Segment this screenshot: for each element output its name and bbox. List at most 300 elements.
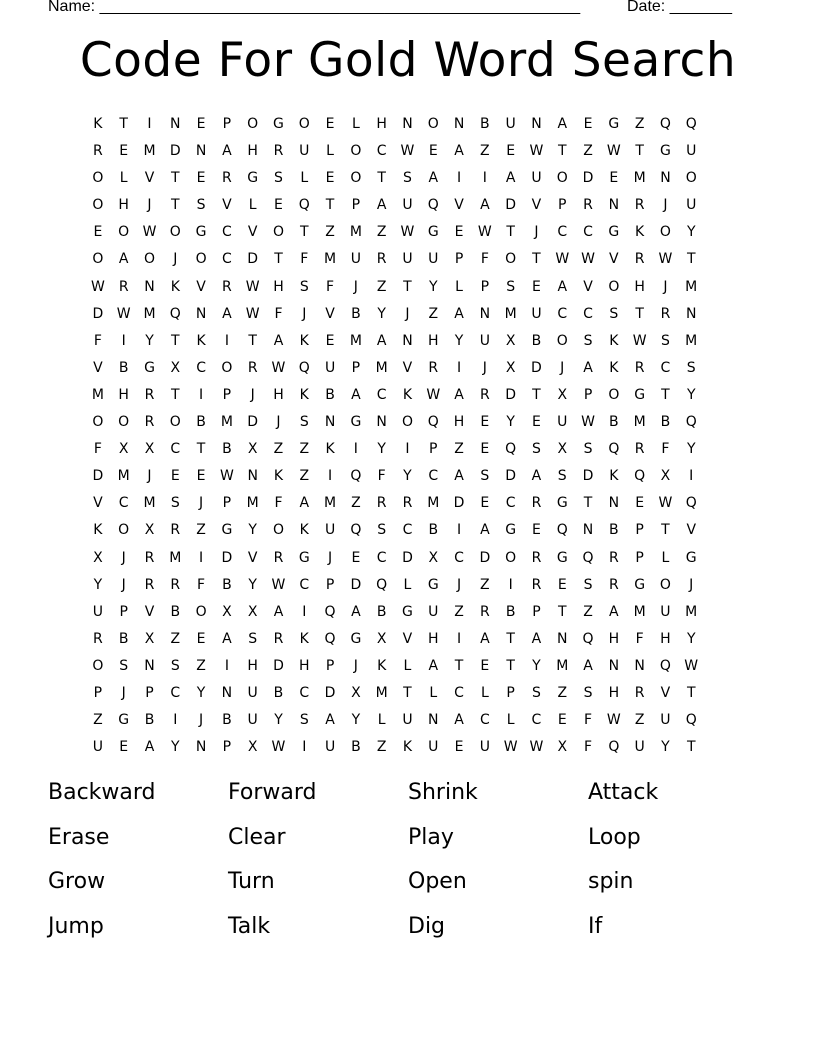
grid-letter: U: [479, 739, 490, 756]
grid-letter: R: [222, 170, 232, 187]
grid-letter: O: [169, 224, 181, 241]
grid-letter: T: [686, 739, 696, 756]
grid-letter: D: [273, 657, 284, 674]
grid-letter: Y: [196, 684, 206, 701]
grid-letter: S: [583, 684, 593, 701]
grid-letter: G: [685, 549, 697, 566]
grid-letter: S: [170, 495, 180, 512]
grid-row: [85, 222, 731, 249]
grid-letter: N: [247, 468, 258, 485]
grid-letter: K: [402, 386, 413, 403]
grid-letter: D: [92, 305, 104, 322]
grid-letter: I: [689, 468, 694, 485]
grid-letter: Q: [685, 712, 697, 729]
grid-letter: Y: [171, 739, 180, 756]
grid-letter: Q: [556, 522, 568, 539]
grid-letter: R: [634, 359, 645, 376]
grid-letter: J: [353, 278, 358, 295]
grid-letter: Z: [170, 630, 181, 647]
grid-letter: X: [505, 332, 516, 349]
grid-letter: I: [147, 116, 152, 132]
grid-letter: B: [609, 414, 619, 431]
grid-letter: U: [686, 143, 697, 160]
grid-letter: U: [350, 251, 361, 268]
grid-letter: W: [116, 305, 131, 322]
grid-letter: D: [169, 143, 181, 160]
grid-letter: X: [144, 522, 155, 539]
grid-letter: I: [456, 630, 462, 647]
grid-letter: U: [92, 739, 104, 756]
grid-letter: S: [480, 468, 490, 485]
grid-letter: J: [276, 414, 281, 431]
grid-letter: A: [454, 305, 464, 322]
grid-letter: T: [454, 657, 464, 674]
grid-letter: R: [170, 522, 181, 539]
grid-letter: R: [376, 251, 387, 268]
grid-letter: I: [302, 603, 307, 620]
grid-letter: Z: [454, 603, 464, 620]
page-title: Code For Gold Word Search: [79, 33, 737, 88]
grid-letter: M: [117, 468, 130, 485]
grid-letter: N: [557, 630, 568, 647]
grid-letter: V: [196, 278, 206, 295]
grid-letter: S: [377, 522, 387, 539]
grid-letter: N: [144, 657, 155, 674]
grid-row: [85, 141, 731, 168]
grid-letter: N: [685, 305, 697, 322]
grid-letter: E: [196, 468, 206, 485]
grid-letter: O: [143, 251, 155, 268]
grid-letter: Y: [686, 441, 696, 458]
grid-letter: O: [272, 522, 284, 539]
grid-letter: L: [248, 197, 257, 214]
word-list-item: spin: [588, 869, 634, 894]
grid-letter: G: [350, 630, 362, 647]
grid-letter: E: [454, 224, 464, 241]
grid-letter: O: [92, 414, 104, 431]
grid-letter: M: [91, 386, 104, 403]
grid-letter: D: [505, 386, 517, 403]
grid-row: [85, 602, 731, 629]
grid-letter: E: [428, 143, 438, 160]
grid-letter: L: [661, 549, 670, 566]
grid-letter: J: [121, 576, 126, 593]
grid-letter: Y: [145, 332, 154, 349]
grid-letter: Z: [299, 468, 310, 485]
grid-letter: G: [634, 386, 646, 403]
grid-letter: P: [222, 386, 232, 403]
grid-letter: L: [119, 170, 128, 187]
grid-letter: R: [608, 576, 619, 593]
grid-letter: I: [508, 576, 513, 593]
grid-letter: R: [634, 197, 645, 214]
grid-letter: B: [170, 603, 181, 620]
grid-letter: T: [119, 116, 128, 132]
grid-letter: R: [93, 630, 103, 647]
grid-letter: C: [376, 143, 387, 160]
grid-letter: H: [247, 657, 258, 674]
grid-letter: M: [220, 414, 233, 431]
grid-letter: S: [248, 630, 258, 647]
grid-letter: A: [351, 603, 361, 620]
grid-letter: Z: [634, 116, 645, 132]
grid-letter: P: [480, 278, 490, 295]
grid-letter: N: [634, 657, 645, 674]
grid-letter: J: [121, 684, 126, 701]
grid-letter: E: [480, 495, 490, 512]
grid-letter: X: [376, 630, 387, 647]
grid-letter: T: [583, 495, 593, 512]
grid-letter: Z: [196, 657, 206, 674]
grid-letter: Y: [351, 712, 361, 729]
grid-letter: V: [247, 549, 258, 566]
grid-letter: E: [609, 170, 619, 187]
grid-letter: G: [608, 224, 620, 241]
grid-letter: R: [634, 441, 645, 458]
word-list-item: Clear: [228, 824, 286, 850]
grid-letter: K: [299, 332, 309, 349]
grid-letter: F: [584, 739, 593, 756]
grid-letter: O: [118, 224, 130, 241]
grid-letter: R: [531, 549, 542, 566]
grid-letter: J: [250, 386, 255, 403]
grid-letter: E: [532, 278, 541, 295]
grid-row: [85, 466, 731, 493]
grid-letter: P: [635, 549, 644, 566]
grid-letter: E: [93, 224, 103, 241]
grid-letter: Z: [557, 684, 568, 701]
grid-letter: U: [686, 197, 697, 214]
grid-letter: O: [92, 657, 104, 674]
grid-letter: G: [556, 549, 568, 566]
grid-letter: R: [222, 278, 232, 295]
grid-letter: A: [609, 603, 619, 620]
grid-letter: S: [196, 197, 206, 214]
grid-letter: U: [634, 739, 645, 756]
grid-letter: N: [195, 739, 207, 756]
grid-letter: P: [351, 197, 361, 214]
grid-letter: S: [532, 684, 541, 701]
grid-letter: R: [247, 359, 258, 376]
grid-letter: Q: [298, 359, 310, 376]
grid-letter: R: [583, 197, 593, 214]
grid-letter: H: [427, 332, 439, 349]
grid-letter: N: [428, 712, 439, 729]
grid-letter: X: [351, 684, 361, 701]
grid-letter: U: [428, 739, 439, 756]
grid-letter: R: [634, 684, 645, 701]
grid-letter: R: [479, 386, 490, 403]
grid-letter: A: [351, 386, 361, 403]
grid-letter: O: [505, 549, 517, 566]
grid-letter: Z: [454, 441, 464, 458]
grid-row: [85, 385, 731, 412]
grid-letter: K: [299, 522, 309, 539]
grid-letter: V: [660, 684, 671, 701]
grid-letter: Z: [376, 739, 387, 756]
grid-row: [85, 548, 731, 575]
grid-letter: K: [609, 332, 619, 349]
grid-letter: W: [581, 414, 595, 431]
grid-letter: B: [222, 441, 232, 458]
grid-letter: Q: [608, 441, 620, 458]
grid-letter: U: [402, 712, 413, 729]
grid-letter: G: [427, 576, 439, 593]
grid-letter: A: [273, 603, 284, 620]
grid-letter: T: [248, 332, 257, 349]
grid-letter: O: [659, 224, 671, 241]
grid-letter: D: [479, 549, 491, 566]
grid-letter: X: [557, 441, 568, 458]
grid-letter: J: [560, 359, 565, 376]
grid-letter: J: [199, 495, 204, 512]
grid-letter: Z: [376, 278, 387, 295]
grid-letter: I: [121, 332, 126, 349]
grid-letter: N: [660, 170, 671, 187]
grid-letter: U: [505, 116, 516, 132]
grid-letter: C: [454, 684, 464, 701]
grid-letter: L: [403, 576, 412, 593]
grid-letter: T: [171, 332, 180, 349]
grid-letter: N: [221, 684, 233, 701]
grid-letter: M: [349, 224, 362, 241]
grid-letter: R: [273, 143, 284, 160]
grid-letter: T: [403, 278, 412, 295]
grid-letter: J: [173, 251, 178, 268]
grid-letter: H: [299, 657, 310, 674]
grid-row: [85, 304, 731, 331]
grid-letter: Q: [685, 116, 697, 132]
grid-letter: F: [93, 441, 102, 458]
grid-letter: Y: [532, 657, 541, 674]
grid-letter: Q: [427, 197, 439, 214]
grid-letter: N: [608, 657, 620, 674]
grid-letter: A: [480, 522, 490, 539]
word-list-item: If: [588, 913, 603, 939]
word-list: [48, 780, 768, 939]
grid-letter: T: [635, 143, 644, 160]
grid-letter: O: [247, 116, 259, 132]
grid-letter: S: [609, 305, 619, 322]
grid-letter: B: [351, 305, 361, 322]
grid-letter: S: [583, 441, 593, 458]
grid-letter: Q: [685, 414, 697, 431]
grid-letter: Q: [324, 603, 336, 620]
grid-letter: I: [456, 522, 462, 539]
grid-letter: X: [170, 359, 181, 376]
grid-letter: D: [505, 468, 517, 485]
grid-letter: A: [222, 305, 232, 322]
grid-letter: A: [505, 170, 516, 187]
grid-letter: B: [325, 386, 335, 403]
grid-letter: R: [144, 386, 155, 403]
grid-letter: K: [377, 657, 387, 674]
grid-letter: R: [428, 359, 439, 376]
grid-row: [85, 493, 731, 520]
grid-letter: J: [302, 305, 307, 322]
grid-letter: C: [170, 684, 181, 701]
grid-letter: L: [403, 657, 412, 674]
grid-letter: O: [169, 414, 181, 431]
grid-letter: A: [376, 332, 387, 349]
grid-letter: W: [219, 468, 234, 485]
grid-letter: M: [143, 143, 156, 160]
grid-letter: A: [428, 170, 439, 187]
grid-letter: E: [480, 414, 490, 431]
grid-letter: D: [505, 197, 517, 214]
grid-letter: C: [505, 495, 516, 512]
grid-letter: X: [247, 603, 258, 620]
grid-row: [85, 195, 731, 222]
grid-letter: O: [298, 116, 310, 132]
grid-letter: H: [608, 684, 620, 701]
grid-letter: S: [532, 441, 541, 458]
grid-letter: W: [658, 495, 673, 512]
grid-letter: W: [245, 305, 260, 322]
grid-letter: U: [247, 712, 258, 729]
grid-letter: I: [482, 170, 487, 187]
grid-row: [85, 656, 731, 683]
grid-letter: P: [635, 522, 644, 539]
grid-letter: Q: [298, 197, 310, 214]
grid-letter: S: [686, 359, 696, 376]
grid-letter: W: [606, 143, 621, 160]
grid-letter: N: [582, 522, 594, 539]
grid-letter: X: [118, 441, 129, 458]
grid-letter: W: [606, 712, 621, 729]
grid-letter: U: [324, 739, 336, 756]
grid-letter: T: [557, 603, 567, 620]
grid-row: [85, 520, 731, 547]
grid-letter: O: [92, 170, 104, 187]
grid-letter: X: [557, 386, 568, 403]
grid-letter: B: [480, 116, 490, 132]
grid-letter: I: [199, 549, 204, 566]
grid-letter: U: [92, 603, 104, 620]
grid-letter: W: [658, 251, 673, 268]
grid-letter: U: [531, 305, 542, 322]
grid-letter: O: [556, 332, 568, 349]
grid-letter: T: [661, 522, 670, 539]
grid-letter: N: [608, 495, 620, 512]
grid-letter: R: [634, 251, 645, 268]
grid-letter: W: [581, 251, 595, 268]
grid-letter: K: [609, 359, 619, 376]
grid-letter: T: [171, 170, 180, 187]
grid-letter: I: [328, 468, 333, 485]
grid-letter: S: [299, 414, 309, 431]
grid-letter: J: [147, 468, 152, 485]
grid-row: [85, 168, 731, 195]
grid-letter: V: [144, 603, 155, 620]
grid-letter: Z: [376, 224, 387, 241]
grid-letter: A: [531, 630, 542, 647]
grid-letter: N: [195, 143, 207, 160]
grid-letter: C: [557, 305, 568, 322]
grid-letter: U: [479, 332, 490, 349]
grid-letter: N: [479, 305, 491, 322]
grid-letter: G: [221, 522, 233, 539]
grid-letter: P: [93, 684, 103, 701]
grid-letter: S: [583, 576, 593, 593]
grid-letter: D: [402, 549, 413, 566]
grid-letter: I: [302, 739, 307, 756]
grid-letter: X: [557, 739, 568, 756]
grid-letter: W: [529, 143, 544, 160]
grid-letter: O: [118, 522, 130, 539]
grid-letter: P: [119, 603, 128, 620]
grid-letter: W: [503, 739, 518, 756]
grid-letter: C: [221, 224, 232, 241]
grid-letter: F: [661, 441, 670, 458]
grid-letter: H: [273, 278, 284, 295]
grid-letter: O: [401, 414, 413, 431]
grid-letter: N: [170, 116, 181, 132]
grid-letter: G: [505, 522, 517, 539]
grid-letter: V: [454, 197, 464, 214]
grid-letter: C: [299, 576, 310, 593]
date-field: Date: _______: [627, 0, 732, 15]
grid-letter: C: [196, 359, 206, 376]
grid-letter: J: [689, 576, 694, 593]
grid-letter: I: [456, 359, 462, 376]
grid-letter: B: [505, 603, 516, 620]
grid-letter: T: [661, 386, 670, 403]
grid-letter: K: [170, 278, 180, 295]
grid-letter: F: [197, 576, 206, 593]
grid-letter: I: [199, 386, 204, 403]
grid-row: [85, 331, 731, 358]
word-list-item: Backward: [48, 780, 156, 805]
grid-letter: S: [403, 170, 412, 187]
grid-letter: Y: [248, 522, 257, 539]
grid-letter: A: [299, 495, 310, 512]
grid-letter: D: [324, 684, 336, 701]
grid-letter: D: [582, 468, 594, 485]
grid-letter: A: [454, 386, 464, 403]
grid-letter: Z: [634, 712, 645, 729]
grid-letter: T: [506, 630, 515, 647]
grid-letter: E: [480, 657, 490, 674]
grid-letter: U: [660, 712, 671, 729]
grid-letter: I: [456, 170, 462, 187]
grid-letter: A: [222, 143, 232, 160]
grid-letter: M: [427, 495, 440, 512]
grid-row: [85, 683, 731, 710]
grid-row: [85, 358, 731, 385]
grid-letter: T: [377, 170, 386, 187]
grid-letter: B: [609, 522, 619, 539]
grid-letter: F: [326, 278, 335, 295]
grid-letter: H: [608, 630, 620, 647]
grid-letter: X: [144, 630, 155, 647]
grid-letter: J: [663, 197, 668, 214]
grid-row: [85, 575, 731, 602]
grid-letter: T: [557, 143, 567, 160]
grid-letter: B: [660, 414, 671, 431]
grid-letter: L: [480, 684, 489, 701]
grid-letter: J: [482, 359, 487, 376]
grid-letter: O: [195, 251, 207, 268]
grid-letter: S: [506, 278, 516, 295]
grid-letter: W: [142, 224, 157, 241]
grid-letter: H: [118, 386, 129, 403]
grid-letter: K: [609, 468, 619, 485]
grid-letter: B: [351, 739, 361, 756]
grid-letter: M: [633, 603, 646, 620]
word-list-item: Erase: [48, 824, 110, 850]
grid-letter: F: [377, 468, 386, 485]
